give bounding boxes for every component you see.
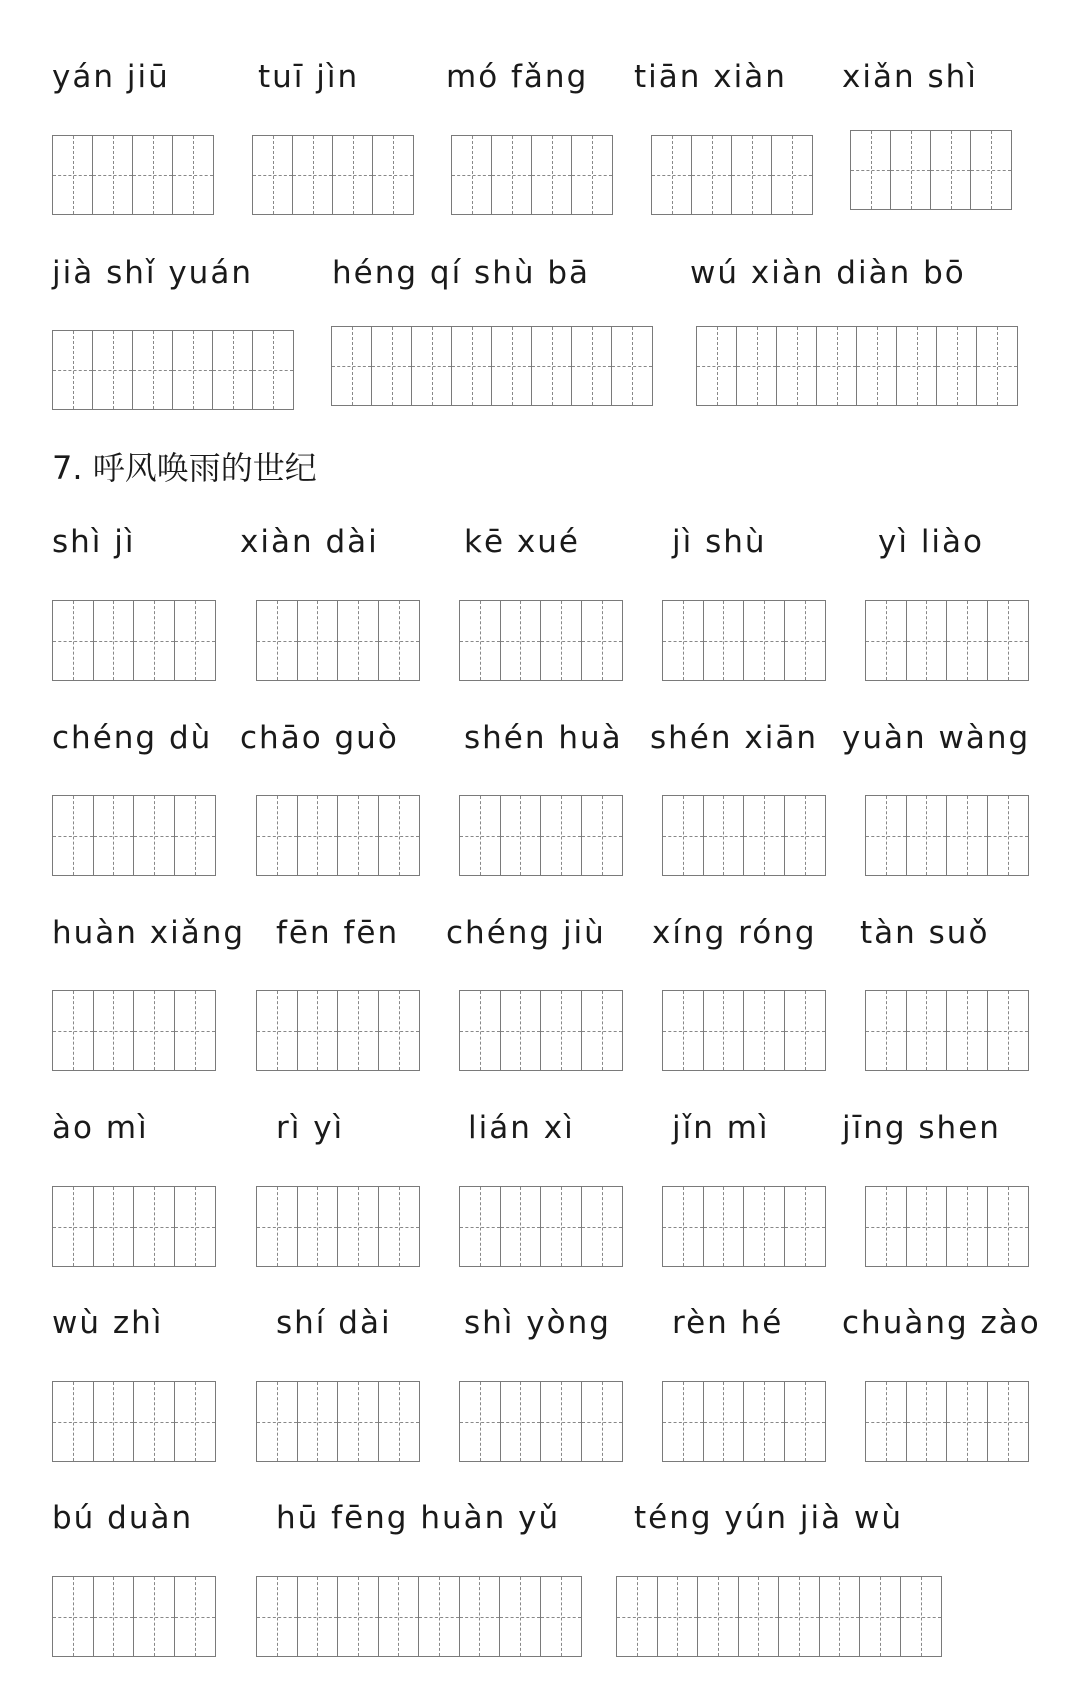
grid-cell[interactable]: [744, 796, 785, 875]
grid-cell[interactable]: [173, 331, 213, 409]
grid-cell[interactable]: [460, 1187, 501, 1266]
grid-cell[interactable]: [897, 327, 937, 405]
grid-cell[interactable]: [338, 1382, 379, 1461]
grid-cell[interactable]: [173, 136, 213, 214]
grid-cell[interactable]: [704, 1187, 745, 1266]
grid-cell[interactable]: [663, 991, 704, 1070]
grid-cell[interactable]: [541, 796, 582, 875]
grid-cell[interactable]: [298, 601, 339, 680]
writing-grid[interactable]: [52, 135, 214, 215]
pinyin-label: rì yì: [276, 1110, 345, 1146]
grid-cell[interactable]: [617, 1577, 658, 1656]
pinyin-label: jià shǐ yuán: [52, 255, 253, 291]
grid-cell[interactable]: [298, 1382, 339, 1461]
grid-cell[interactable]: [53, 136, 93, 214]
pinyin-label: shì yòng: [464, 1305, 611, 1341]
grid-cell[interactable]: [777, 327, 817, 405]
grid-cell[interactable]: [541, 1187, 582, 1266]
grid-cell[interactable]: [732, 136, 772, 214]
grid-cell[interactable]: [907, 991, 948, 1070]
writing-grid[interactable]: [662, 1186, 826, 1267]
grid-cell[interactable]: [460, 796, 501, 875]
grid-cell[interactable]: [133, 331, 173, 409]
writing-grid[interactable]: [331, 326, 653, 406]
pinyin-label: wù zhì: [52, 1305, 164, 1341]
writing-grid[interactable]: [865, 795, 1029, 876]
grid-cell[interactable]: [988, 601, 1029, 680]
grid-cell[interactable]: [175, 1382, 216, 1461]
grid-cell[interactable]: [737, 327, 777, 405]
grid-cell[interactable]: [134, 1382, 175, 1461]
grid-cell[interactable]: [53, 1382, 94, 1461]
grid-cell[interactable]: [94, 1382, 135, 1461]
pinyin-label: bú duàn: [52, 1500, 194, 1536]
grid-cell[interactable]: [134, 1187, 175, 1266]
pinyin-label: hū fēng huàn yǔ: [276, 1500, 561, 1536]
pinyin-label: chuàng zào: [842, 1305, 1041, 1341]
grid-cell[interactable]: [901, 1577, 942, 1656]
grid-cell[interactable]: [704, 796, 745, 875]
grid-cell[interactable]: [133, 136, 173, 214]
grid-cell[interactable]: [697, 327, 737, 405]
grid-cell[interactable]: [866, 1382, 907, 1461]
grid-cell[interactable]: [175, 1187, 216, 1266]
grid-cell[interactable]: [175, 1577, 216, 1656]
pinyin-label: fēn fēn: [276, 915, 400, 951]
grid-cell[interactable]: [175, 991, 216, 1070]
grid-cell[interactable]: [379, 796, 420, 875]
grid-cell[interactable]: [744, 991, 785, 1070]
grid-cell[interactable]: [988, 796, 1029, 875]
pinyin-label: huàn xiǎng: [52, 915, 246, 951]
grid-cell[interactable]: [452, 327, 492, 405]
grid-cell[interactable]: [460, 601, 501, 680]
writing-grid[interactable]: [459, 1186, 623, 1267]
writing-grid[interactable]: [459, 1381, 623, 1462]
grid-cell[interactable]: [785, 991, 826, 1070]
pinyin-label: shén xiān: [650, 720, 818, 756]
grid-cell[interactable]: [253, 331, 293, 409]
writing-grid[interactable]: [662, 600, 826, 681]
pinyin-label: jīng shen: [842, 1110, 1001, 1146]
grid-cell[interactable]: [704, 601, 745, 680]
grid-cell[interactable]: [582, 1382, 623, 1461]
grid-cell[interactable]: [94, 601, 135, 680]
grid-cell[interactable]: [820, 1577, 861, 1656]
pinyin-label: jì shù: [672, 524, 767, 560]
grid-cell[interactable]: [851, 131, 891, 209]
pinyin-label: chāo guò: [240, 720, 399, 756]
writing-grid[interactable]: [865, 990, 1029, 1071]
writing-grid[interactable]: [865, 1186, 1029, 1267]
pinyin-label: tàn suǒ: [860, 915, 990, 951]
grid-cell[interactable]: [947, 1187, 988, 1266]
grid-cell[interactable]: [298, 796, 339, 875]
grid-cell[interactable]: [53, 1577, 94, 1656]
writing-grid[interactable]: [696, 326, 1018, 406]
grid-cell[interactable]: [94, 991, 135, 1070]
pinyin-label: héng qí shù bā: [332, 255, 591, 291]
grid-cell[interactable]: [663, 601, 704, 680]
grid-cell[interactable]: [373, 136, 413, 214]
grid-cell[interactable]: [947, 991, 988, 1070]
grid-cell[interactable]: [257, 601, 298, 680]
grid-cell[interactable]: [298, 1187, 339, 1266]
grid-cell[interactable]: [500, 1577, 541, 1656]
section-title: 7. 呼风唤雨的世纪: [52, 449, 317, 487]
grid-cell[interactable]: [293, 136, 333, 214]
grid-cell[interactable]: [93, 331, 133, 409]
writing-grid[interactable]: [52, 600, 216, 681]
writing-grid[interactable]: [459, 795, 623, 876]
grid-cell[interactable]: [744, 1382, 785, 1461]
grid-cell[interactable]: [492, 327, 532, 405]
grid-cell[interactable]: [253, 136, 293, 214]
grid-cell[interactable]: [663, 796, 704, 875]
grid-cell[interactable]: [988, 991, 1029, 1070]
grid-cell[interactable]: [698, 1577, 739, 1656]
pinyin-label: xiǎn shì: [842, 59, 978, 95]
grid-cell[interactable]: [257, 1382, 298, 1461]
grid-cell[interactable]: [492, 136, 532, 214]
writing-grid[interactable]: [52, 330, 294, 410]
writing-grid[interactable]: [256, 990, 420, 1071]
grid-cell[interactable]: [213, 331, 253, 409]
grid-cell[interactable]: [947, 1382, 988, 1461]
writing-grid[interactable]: [865, 600, 1029, 681]
grid-cell[interactable]: [772, 136, 812, 214]
grid-cell[interactable]: [988, 1187, 1029, 1266]
grid-cell[interactable]: [866, 796, 907, 875]
grid-cell[interactable]: [744, 1187, 785, 1266]
grid-cell[interactable]: [501, 796, 542, 875]
grid-cell[interactable]: [971, 131, 1011, 209]
writing-grid[interactable]: [52, 1576, 216, 1657]
writing-grid[interactable]: [865, 1381, 1029, 1462]
pinyin-label: tiān xiàn: [634, 59, 787, 95]
writing-grid[interactable]: [256, 1381, 420, 1462]
grid-cell[interactable]: [907, 1382, 948, 1461]
grid-cell[interactable]: [907, 1187, 948, 1266]
grid-cell[interactable]: [582, 1187, 623, 1266]
pinyin-label: shí dài: [276, 1305, 392, 1341]
grid-cell[interactable]: [53, 331, 93, 409]
pinyin-label: kē xué: [464, 524, 580, 560]
pinyin-label: xíng róng: [652, 915, 817, 951]
writing-grid[interactable]: [52, 1186, 216, 1267]
writing-grid[interactable]: [256, 600, 420, 681]
grid-cell[interactable]: [652, 136, 692, 214]
grid-cell[interactable]: [134, 796, 175, 875]
grid-cell[interactable]: [582, 991, 623, 1070]
grid-cell[interactable]: [338, 991, 379, 1070]
grid-cell[interactable]: [338, 1187, 379, 1266]
grid-cell[interactable]: [582, 601, 623, 680]
pinyin-label: lián xì: [468, 1110, 575, 1146]
grid-cell[interactable]: [333, 136, 373, 214]
pinyin-label: shì jì: [52, 524, 136, 560]
pinyin-label: mó fǎng: [446, 59, 589, 95]
grid-cell[interactable]: [94, 796, 135, 875]
grid-cell[interactable]: [298, 1577, 339, 1656]
grid-cell[interactable]: [372, 327, 412, 405]
grid-cell[interactable]: [379, 991, 420, 1070]
pinyin-label: jǐn mì: [672, 1110, 770, 1146]
grid-cell[interactable]: [379, 1382, 420, 1461]
grid-cell[interactable]: [501, 1382, 542, 1461]
grid-cell[interactable]: [298, 991, 339, 1070]
pinyin-label: yuàn wàng: [842, 720, 1031, 756]
grid-cell[interactable]: [175, 796, 216, 875]
grid-cell[interactable]: [532, 136, 572, 214]
writing-grid[interactable]: [662, 795, 826, 876]
grid-cell[interactable]: [53, 1187, 94, 1266]
grid-cell[interactable]: [891, 131, 931, 209]
grid-cell[interactable]: [53, 991, 94, 1070]
writing-grid[interactable]: [616, 1576, 942, 1657]
grid-cell[interactable]: [379, 1187, 420, 1266]
grid-cell[interactable]: [257, 796, 298, 875]
grid-cell[interactable]: [785, 796, 826, 875]
writing-grid[interactable]: [256, 1186, 420, 1267]
grid-cell[interactable]: [94, 1577, 135, 1656]
pinyin-label: wú xiàn diàn bō: [690, 255, 966, 291]
grid-cell[interactable]: [947, 601, 988, 680]
pinyin-label: rèn hé: [672, 1305, 784, 1341]
grid-cell[interactable]: [412, 327, 452, 405]
grid-cell[interactable]: [907, 601, 948, 680]
pinyin-label: yán jiū: [52, 59, 170, 95]
grid-cell[interactable]: [582, 796, 623, 875]
grid-cell[interactable]: [134, 991, 175, 1070]
grid-cell[interactable]: [94, 1187, 135, 1266]
grid-cell[interactable]: [53, 796, 94, 875]
writing-grid[interactable]: [52, 795, 216, 876]
grid-cell[interactable]: [663, 1382, 704, 1461]
grid-cell[interactable]: [572, 136, 612, 214]
grid-cell[interactable]: [379, 601, 420, 680]
grid-cell[interactable]: [257, 1577, 298, 1656]
grid-cell[interactable]: [134, 601, 175, 680]
grid-cell[interactable]: [338, 601, 379, 680]
writing-grid[interactable]: [52, 990, 216, 1071]
writing-grid[interactable]: [459, 600, 623, 681]
grid-cell[interactable]: [704, 1382, 745, 1461]
pinyin-label: tuī jìn: [258, 59, 360, 95]
grid-cell[interactable]: [532, 327, 572, 405]
grid-cell[interactable]: [338, 1577, 379, 1656]
grid-cell[interactable]: [501, 1187, 542, 1266]
writing-grid[interactable]: [662, 1381, 826, 1462]
writing-grid[interactable]: [256, 1576, 582, 1657]
grid-cell[interactable]: [175, 601, 216, 680]
grid-cell[interactable]: [704, 991, 745, 1070]
grid-cell[interactable]: [541, 1577, 582, 1656]
grid-cell[interactable]: [779, 1577, 820, 1656]
writing-grid[interactable]: [651, 135, 813, 215]
grid-cell[interactable]: [744, 601, 785, 680]
grid-cell[interactable]: [692, 136, 732, 214]
pinyin-label: téng yún jià wù: [634, 1500, 903, 1536]
grid-cell[interactable]: [977, 327, 1017, 405]
grid-cell[interactable]: [785, 1382, 826, 1461]
grid-cell[interactable]: [739, 1577, 780, 1656]
grid-cell[interactable]: [857, 327, 897, 405]
pinyin-label: xiàn dài: [240, 524, 379, 560]
grid-cell[interactable]: [931, 131, 971, 209]
grid-cell[interactable]: [541, 991, 582, 1070]
grid-cell[interactable]: [785, 601, 826, 680]
grid-cell[interactable]: [501, 991, 542, 1070]
grid-cell[interactable]: [452, 136, 492, 214]
grid-cell[interactable]: [379, 1577, 420, 1656]
grid-cell[interactable]: [257, 1187, 298, 1266]
grid-cell[interactable]: [338, 796, 379, 875]
grid-cell[interactable]: [947, 796, 988, 875]
grid-cell[interactable]: [658, 1577, 699, 1656]
grid-cell[interactable]: [460, 1577, 501, 1656]
writing-grid[interactable]: [451, 135, 613, 215]
pinyin-label: chéng jiù: [446, 915, 606, 951]
grid-cell[interactable]: [257, 991, 298, 1070]
writing-grid[interactable]: [52, 1381, 216, 1462]
grid-cell[interactable]: [134, 1577, 175, 1656]
grid-cell[interactable]: [93, 136, 133, 214]
pinyin-label: yì liào: [878, 524, 985, 560]
grid-cell[interactable]: [817, 327, 857, 405]
writing-grid[interactable]: [662, 990, 826, 1071]
grid-cell[interactable]: [572, 327, 612, 405]
grid-cell[interactable]: [541, 1382, 582, 1461]
grid-cell[interactable]: [612, 327, 652, 405]
grid-cell[interactable]: [501, 601, 542, 680]
grid-cell[interactable]: [907, 796, 948, 875]
grid-cell[interactable]: [53, 601, 94, 680]
pinyin-label: ào mì: [52, 1110, 149, 1146]
grid-cell[interactable]: [785, 1187, 826, 1266]
grid-cell[interactable]: [460, 1382, 501, 1461]
grid-cell[interactable]: [866, 601, 907, 680]
writing-grid[interactable]: [459, 990, 623, 1071]
writing-grid[interactable]: [256, 795, 420, 876]
grid-cell[interactable]: [988, 1382, 1029, 1461]
pinyin-label: shén huà: [464, 720, 623, 756]
pinyin-label: chéng dù: [52, 720, 213, 756]
grid-cell[interactable]: [460, 991, 501, 1070]
grid-cell[interactable]: [541, 601, 582, 680]
grid-cell[interactable]: [419, 1577, 460, 1656]
writing-grid[interactable]: [850, 130, 1012, 210]
grid-cell[interactable]: [866, 1187, 907, 1266]
grid-cell[interactable]: [937, 327, 977, 405]
grid-cell[interactable]: [332, 327, 372, 405]
grid-cell[interactable]: [860, 1577, 901, 1656]
writing-grid[interactable]: [252, 135, 414, 215]
grid-cell[interactable]: [866, 991, 907, 1070]
grid-cell[interactable]: [663, 1187, 704, 1266]
